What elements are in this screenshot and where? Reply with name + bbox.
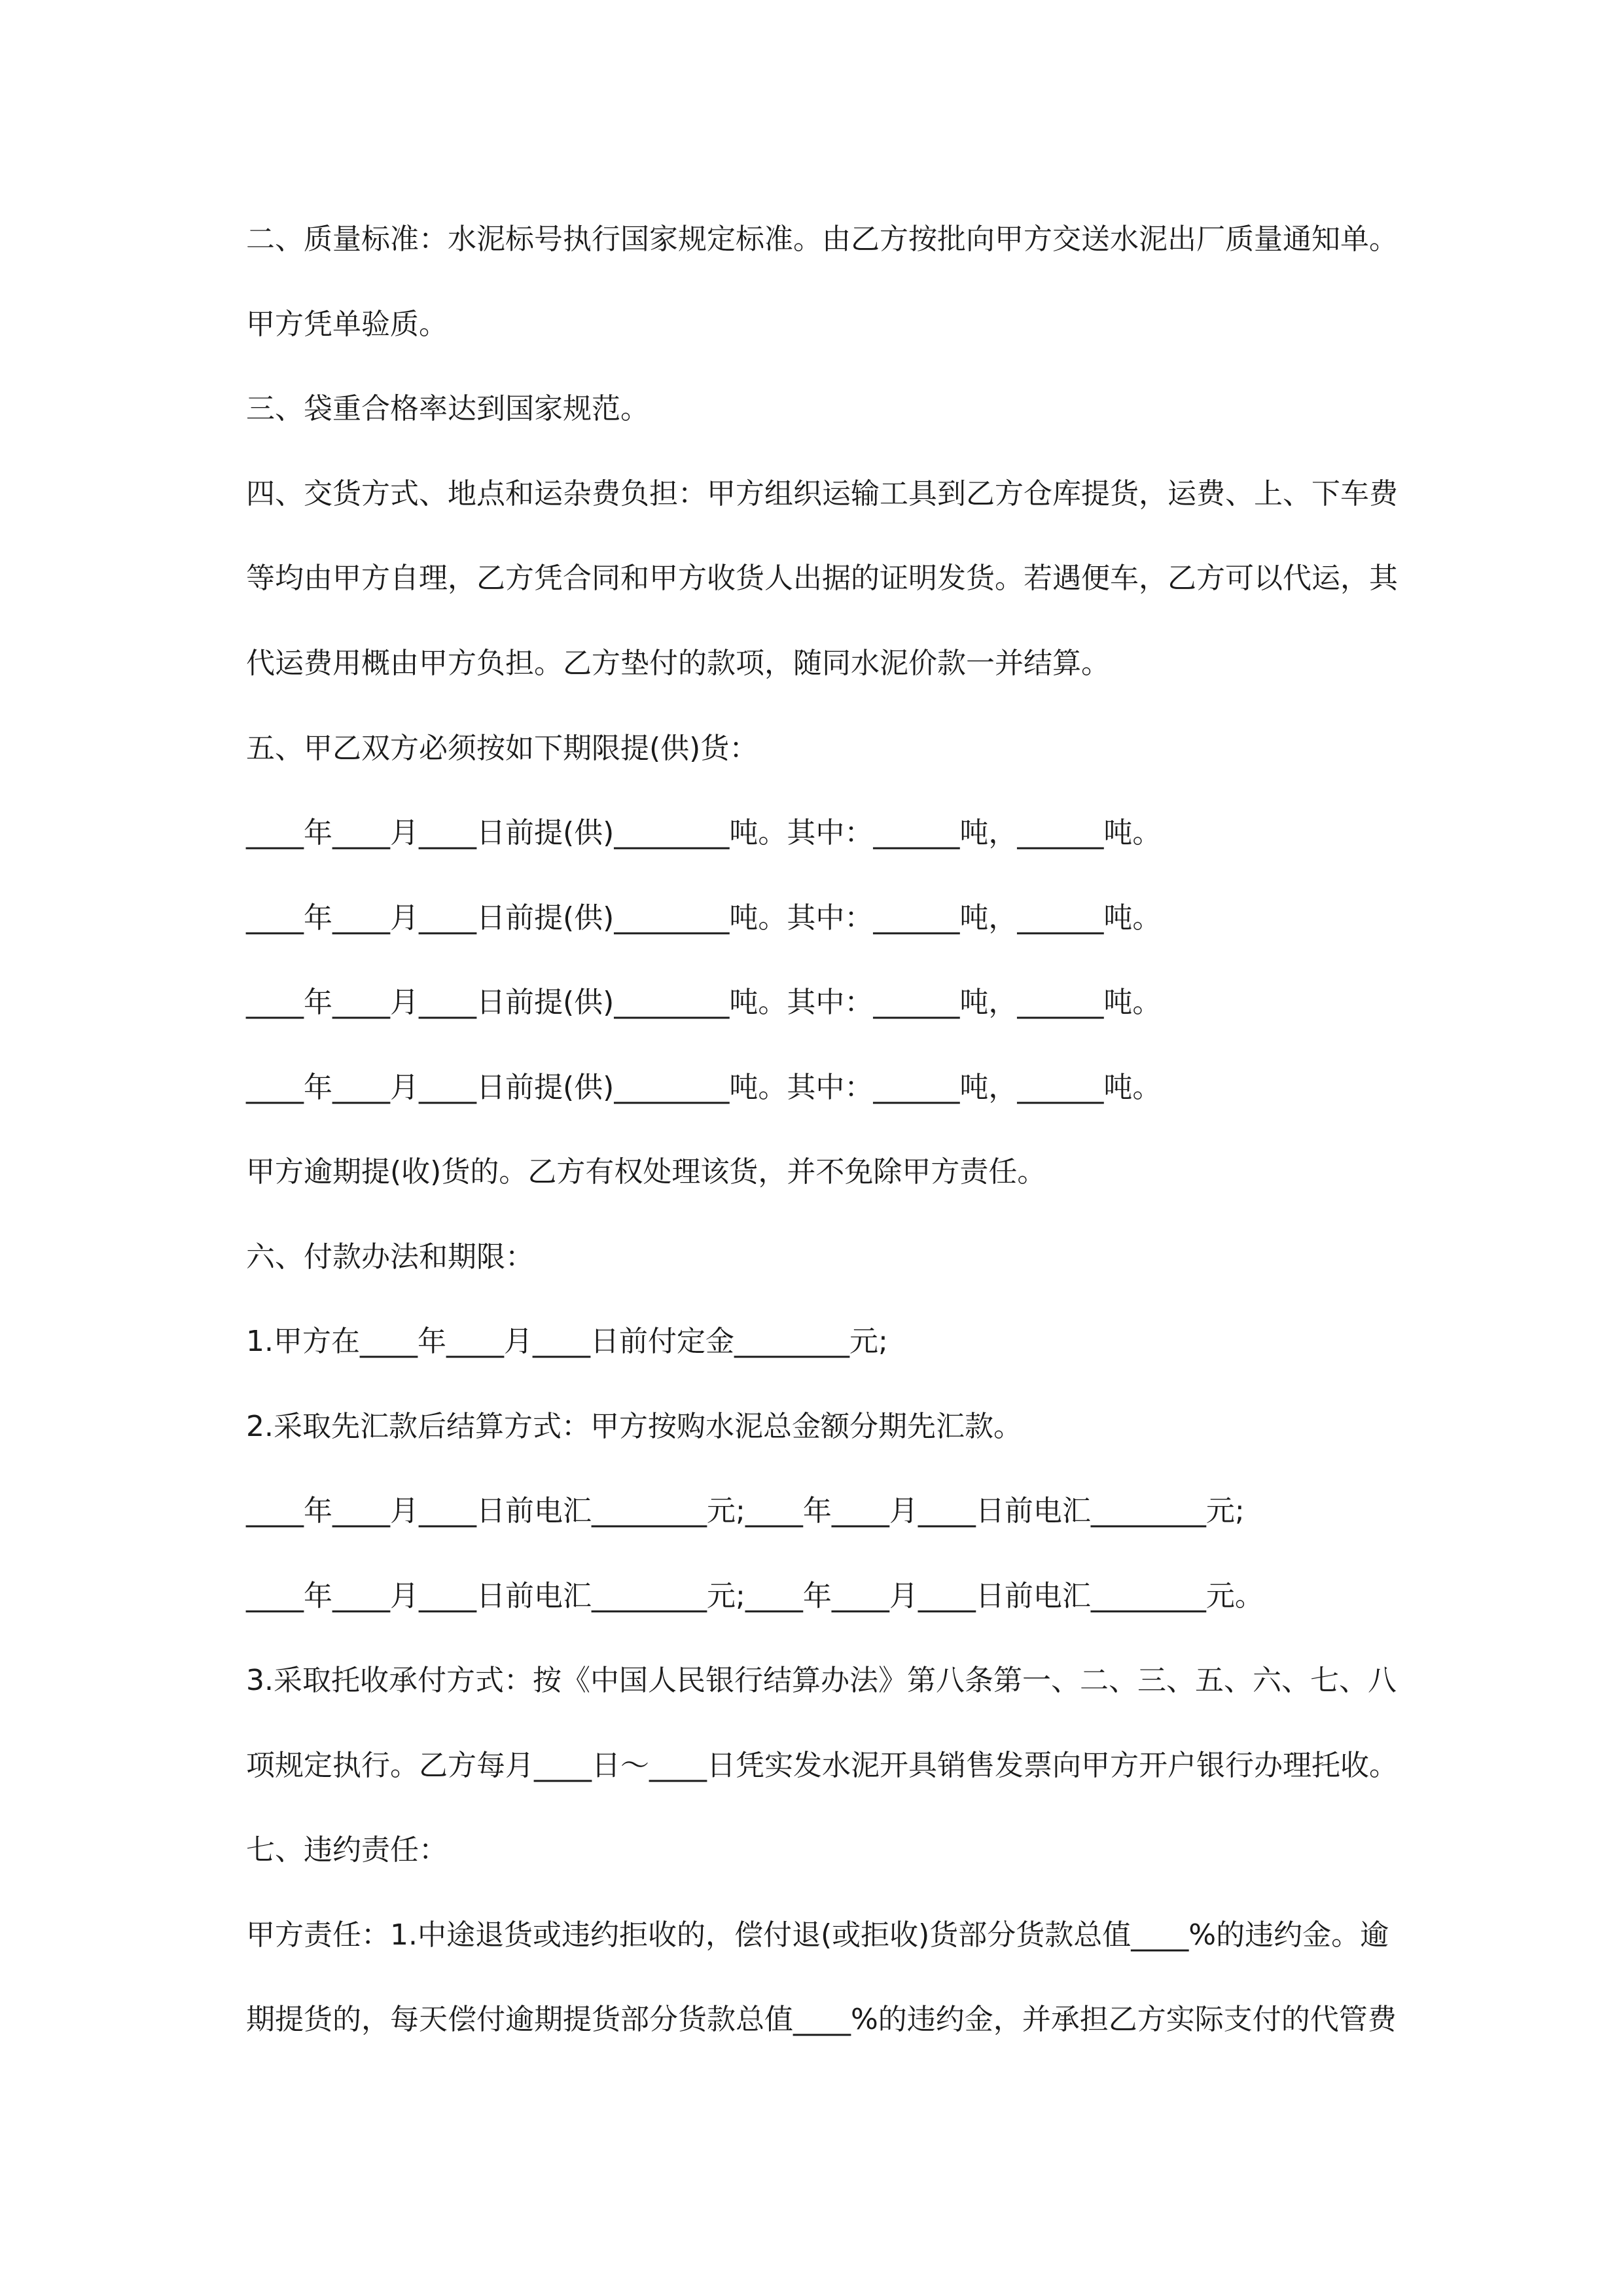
overdue-pickup-line: 甲方逾期提(收)货的。乙方有权处理该货，并不免除甲方责任。: [246, 1155, 1046, 1189]
delivery-method-line-3: 代运费用概由甲方负担。乙方垫付的款项，随同水泥价款一并结算。: [246, 647, 1110, 680]
payment-heading: 六、付款办法和期限：: [246, 1240, 534, 1274]
party-a-liability-line-1: 甲方责任：1.中途退货或违约拒收的，偿付退(或拒收)货部分货款总值____%的违约金。逾: [246, 1918, 1389, 1952]
quality-standard-line: 二、质量标准：水泥标号执行国家规定标准。由乙方按批向甲方交送水泥出厂质量通知单。: [246, 223, 1398, 256]
supply-schedule-row: ____年____月____日前提(供)________吨。其中：______吨，______吨。: [246, 901, 1162, 935]
supply-schedule-row: ____年____月____日前提(供)________吨。其中：______吨，______吨。: [246, 816, 1162, 850]
prepayment-method-line: 2.采取先汇款后结算方式：甲方按购水泥总金额分期先汇款。: [246, 1410, 1022, 1443]
delivery-method-line-1: 四、交货方式、地点和运杂费负担：甲方组织运输工具到乙方仓库提货，运费、上、下车费: [246, 477, 1398, 511]
supply-period-heading: 五、甲乙双方必须按如下期限提(供)货：: [246, 732, 758, 765]
collection-method-line-1: 3.采取托收承付方式：按《中国人民银行结算办法》第八条第一、二、三、五、六、七、八: [246, 1664, 1397, 1697]
deposit-line: 1.甲方在____年____月____日前付定金________元;: [246, 1325, 888, 1358]
wire-transfer-row: ____年____月____日前电汇________元;____年____月____日前电汇________元。: [246, 1579, 1264, 1613]
delivery-method-line-2: 等均由甲方自理，乙方凭合同和甲方收货人出据的证明发货。若遇便车，乙方可以代运，其: [246, 562, 1398, 595]
breach-liability-heading: 七、违约责任：: [246, 1833, 448, 1867]
quality-inspection-line: 甲方凭单验质。: [246, 308, 448, 341]
collection-method-line-2: 项规定执行。乙方每月____日～____日凭实发水泥开具销售发票向甲方开户银行办理托收。: [246, 1749, 1398, 1782]
party-a-liability-line-2: 期提货的，每天偿付逾期提货部分货款总值____%的违约金，并承担乙方实际支付的代管费: [246, 2003, 1397, 2036]
bag-weight-line: 三、袋重合格率达到国家规范。: [246, 392, 649, 425]
supply-schedule-row: ____年____月____日前提(供)________吨。其中：______吨，______吨。: [246, 986, 1162, 1019]
wire-transfer-row: ____年____月____日前电汇________元;____年____月____日前电汇________元;: [246, 1494, 1245, 1528]
supply-schedule-row: ____年____月____日前提(供)________吨。其中：______吨，______吨。: [246, 1071, 1162, 1104]
